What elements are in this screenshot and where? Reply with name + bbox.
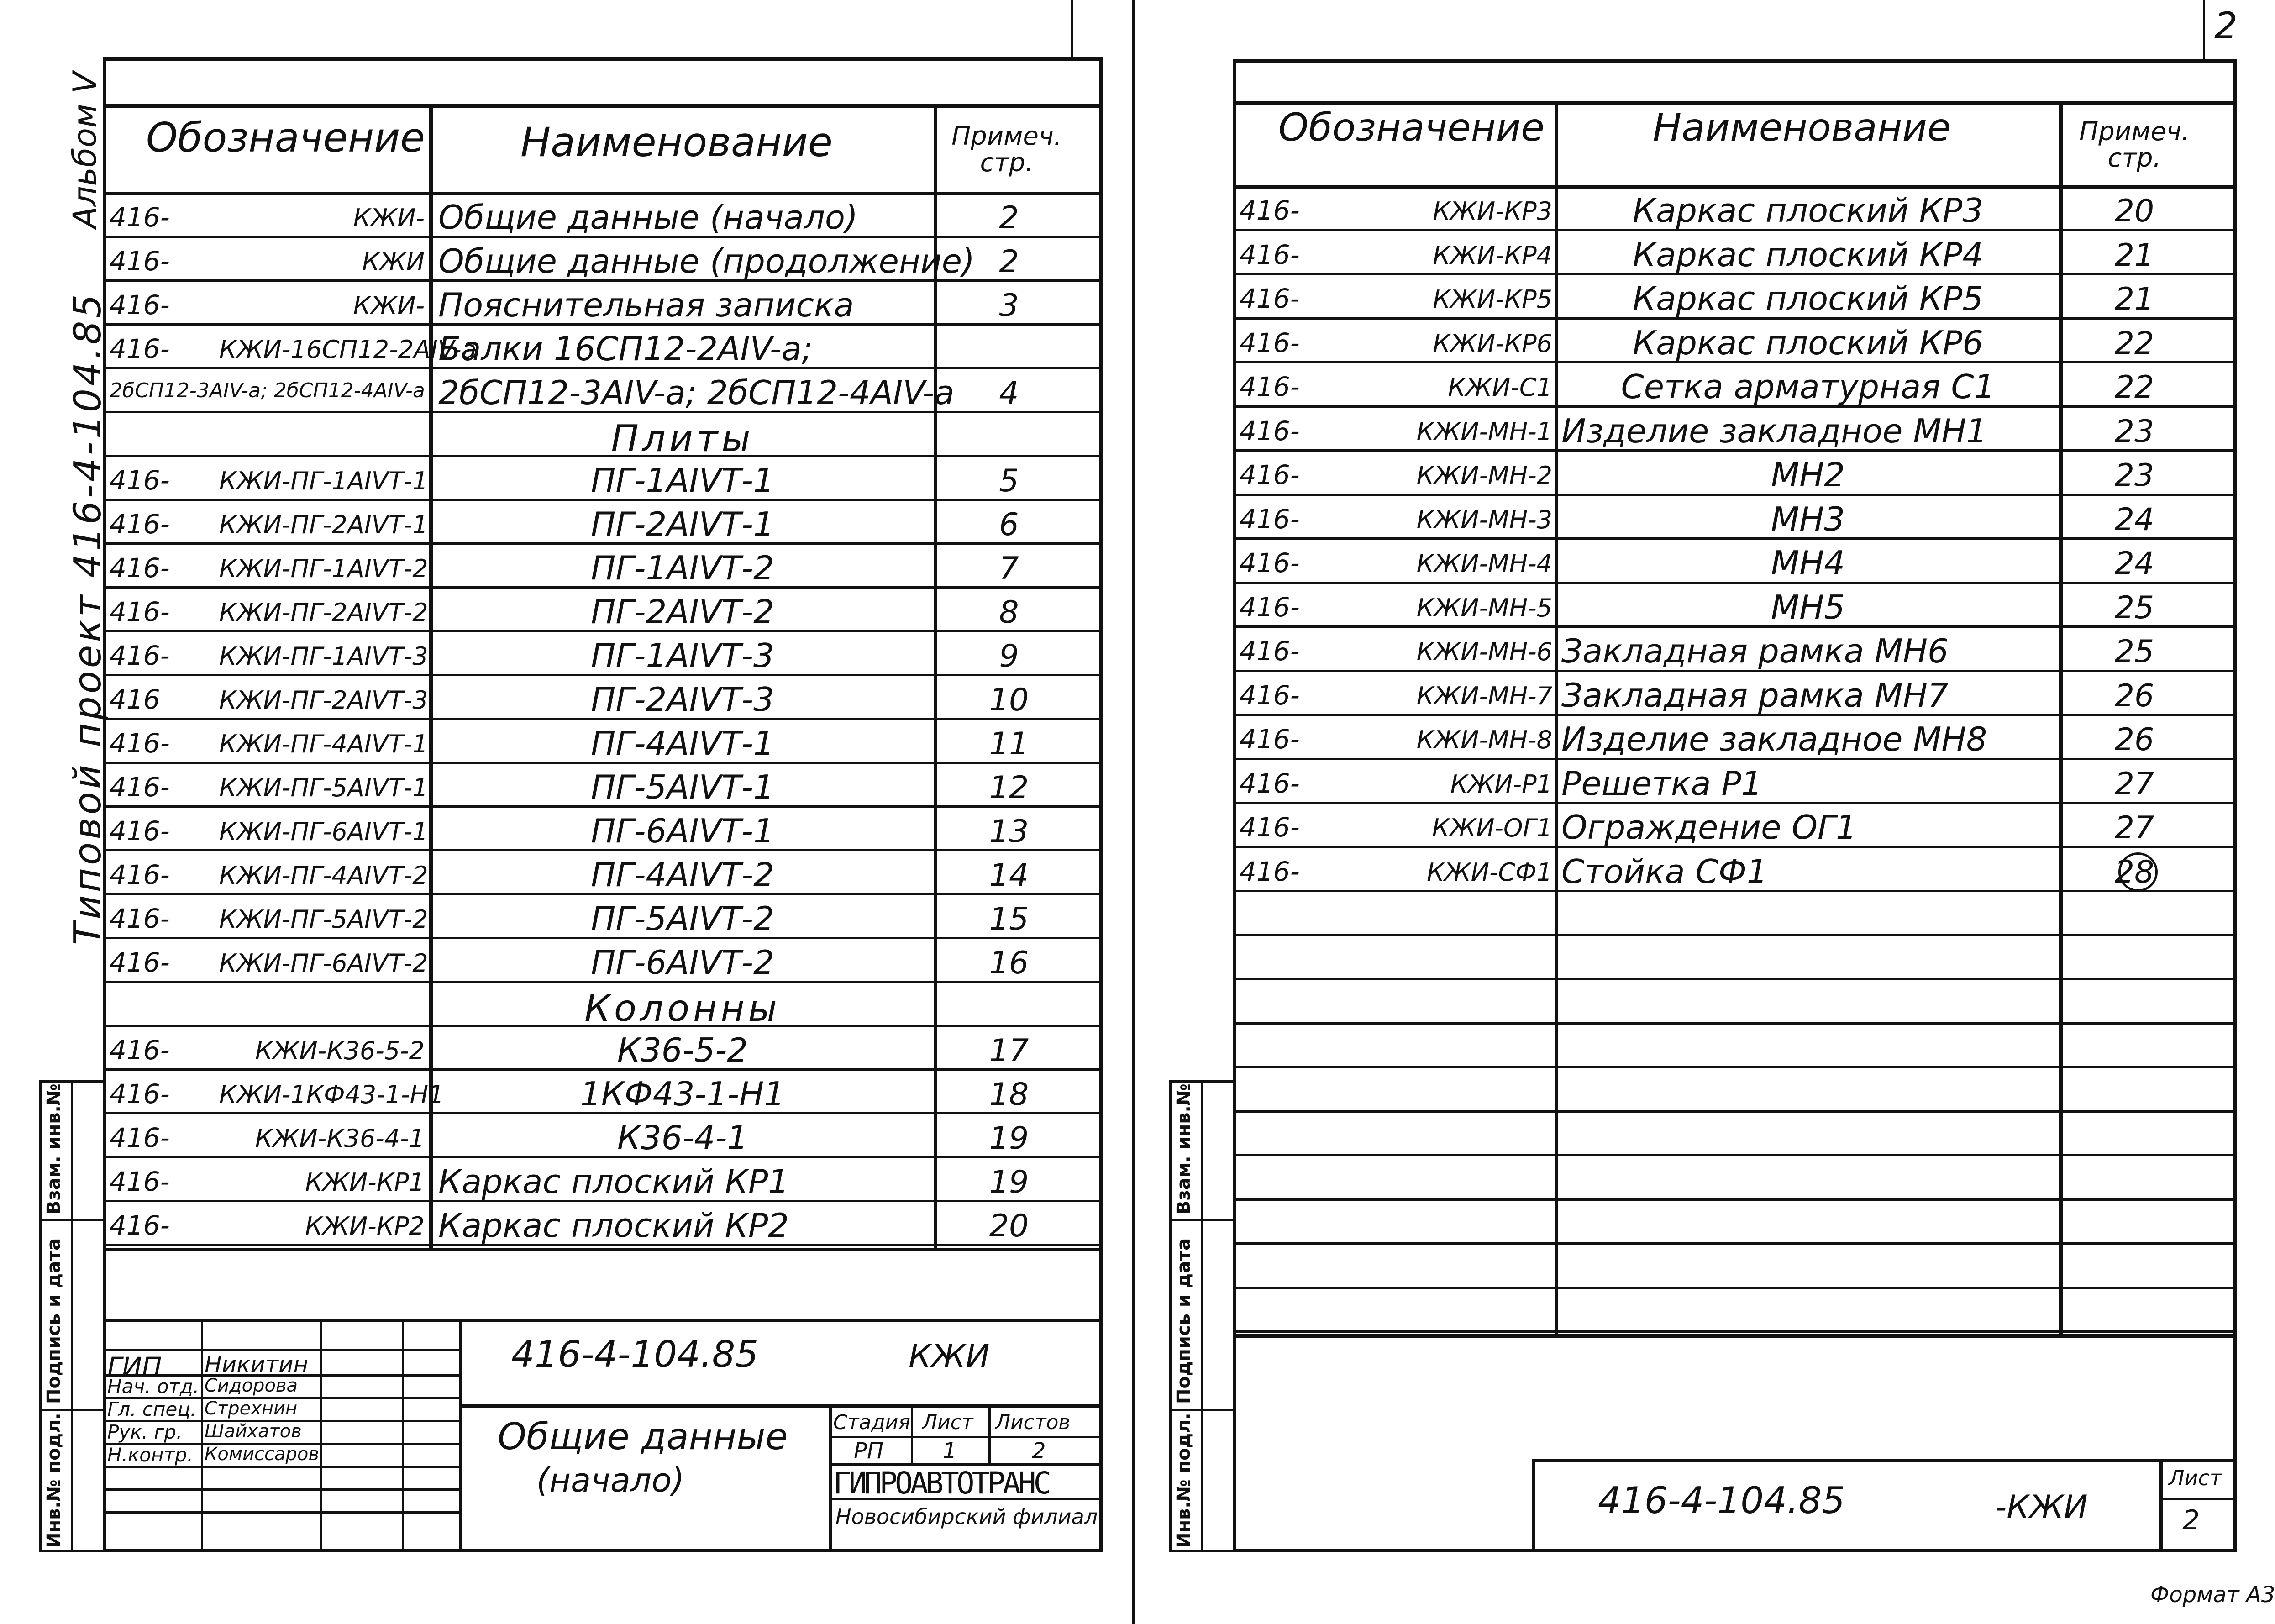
row-code: КЖИ-КР5 — [1433, 285, 1552, 314]
row-code: КЖИ-ПГ-4АIVТ-2 — [219, 861, 428, 890]
row-name: Решетка Р1 — [1561, 764, 1762, 803]
row-page: 19 — [989, 1164, 1029, 1200]
row-name: ПГ-4АIVТ-1 — [591, 724, 774, 762]
row-code: КЖИ- — [353, 291, 425, 320]
row-prefix: 416- — [1240, 680, 1300, 711]
row-name: 1КФ43-1-Н1 — [580, 1075, 785, 1113]
right-stamp-sheet: 2 — [2182, 1504, 2200, 1536]
row-code: КЖИ-К36-5-2 — [255, 1036, 425, 1065]
row-prefix: 416- — [1240, 547, 1300, 578]
header-name: Наименование — [520, 119, 833, 166]
row-name: ПГ-2АIVТ-3 — [591, 680, 774, 719]
row-prefix: 416- — [1240, 592, 1300, 623]
row-prefix: 416- — [1240, 768, 1300, 799]
stamp-role: Рук. гр. — [107, 1421, 183, 1443]
row-code: КЖИ-КР1 — [305, 1168, 425, 1197]
row-name: Каркас плоский КР6 — [1632, 324, 1984, 362]
row-code: КЖИ-ПГ-4АIVТ-1 — [219, 730, 428, 758]
row-code: КЖИ-МН-3 — [1416, 505, 1552, 534]
row-page: 14 — [989, 857, 1029, 893]
row-code: КЖИ-СФ1 — [1427, 858, 1552, 887]
right-side-stamp-inv: Инв.№ подл. — [1173, 1413, 1194, 1548]
right-side-stamp-replace: Взам. инв.№ — [1173, 1083, 1194, 1214]
row-code: КЖИ-ОГ1 — [1432, 814, 1552, 842]
row-page: 11 — [989, 726, 1029, 762]
row-code: КЖИ-ПГ-5АIVТ-2 — [219, 905, 428, 934]
row-name: ПГ-5АIVТ-2 — [591, 899, 774, 938]
row-page: 21 — [2114, 237, 2154, 273]
stamp-org: ГИПРОАВТОТРАНС — [833, 1466, 1049, 1501]
header-note: Примеч. стр. — [951, 121, 1062, 178]
row-name: Каркас плоский КР4 — [1632, 236, 1984, 274]
stamp-role: Н.контр. — [107, 1444, 193, 1466]
row-code: КЖИ-ПГ-2АIVТ-3 — [219, 686, 428, 715]
row-prefix: 416- — [1240, 283, 1300, 314]
right-stamp-code: 416-4-104.85 — [1598, 1479, 1845, 1522]
row-page: 22 — [2114, 326, 2154, 362]
row-line — [1233, 1198, 2237, 1201]
row-name: ПГ-6АIVТ-1 — [591, 812, 774, 850]
row-page: 22 — [2114, 369, 2154, 405]
row-code: КЖИ-ПГ-2АIVТ-1 — [219, 510, 428, 539]
row-code: КЖИ-С1 — [1448, 373, 1552, 402]
row-name: ПГ-1АIVТ-1 — [591, 461, 774, 499]
row-page: 25 — [2114, 590, 2154, 626]
row-prefix: 416- — [1240, 812, 1300, 843]
row-name: ПГ-2АIVТ-1 — [591, 505, 774, 543]
right-header-name: Наименование — [1653, 105, 1951, 150]
row-prefix: 416- — [1240, 636, 1300, 667]
row-code: КЖИ-ПГ-6АIVТ-2 — [219, 949, 428, 978]
row-name: Стойка СФ1 — [1561, 852, 1768, 891]
row-line — [1233, 978, 2237, 980]
side-stamp-inv: Инв.№ подл. — [43, 1413, 64, 1548]
row-prefix: 416- — [110, 1210, 170, 1241]
row-name: ПГ-5АIVТ-1 — [591, 768, 774, 806]
row-page: 24 — [2114, 502, 2154, 538]
row-prefix: 416- — [110, 289, 170, 321]
row-page: 2 — [999, 200, 1019, 236]
right-stamp-sheet-label: Лист — [2169, 1466, 2222, 1490]
row-code: КЖИ-ПГ-1АIVТ-3 — [219, 642, 428, 671]
row-prefix: 416- — [110, 728, 170, 759]
row-page: 15 — [989, 901, 1029, 937]
row-prefix: 416- — [110, 1078, 170, 1109]
row-code: КЖИ-ПГ-2АIVТ-2 — [219, 598, 428, 627]
row-name: МН3 — [1771, 500, 1845, 538]
stamp-role: Нач. отд. — [107, 1375, 200, 1398]
right-header-note: Примеч. стр. — [2079, 117, 2190, 173]
row-page: 27 — [2114, 810, 2154, 846]
row-prefix: 416- — [110, 333, 170, 364]
row-page: 5 — [999, 463, 1019, 499]
row-prefix: 416- — [110, 596, 170, 627]
row-line — [1233, 1330, 2237, 1333]
stamp-sheets-label: Листов — [995, 1411, 1071, 1434]
row-prefix: 416- — [1240, 371, 1300, 402]
row-code: КЖИ-МН-1 — [1416, 417, 1552, 446]
row-code: КЖИ-ПГ-1АIVТ-2 — [219, 554, 428, 583]
row-name: Балки 16СП12-2АIV-а; — [438, 330, 813, 368]
row-code: КЖИ- — [353, 204, 425, 232]
row-code: КЖИ — [362, 247, 425, 276]
row-code: КЖИ-КР2 — [305, 1212, 425, 1240]
row-name: Каркас плоский КР3 — [1632, 191, 1984, 230]
section-heading: Плиты — [611, 417, 754, 460]
row-prefix: 416- — [110, 509, 170, 540]
row-prefix: 416 — [110, 684, 160, 715]
circled-page-marker — [2118, 852, 2158, 892]
row-prefix: 416- — [110, 772, 170, 803]
row-name: МН4 — [1771, 544, 1845, 582]
row-name: Ограждение ОГ1 — [1561, 808, 1857, 846]
row-code: КЖИ-1КФ43-1-Н1 — [219, 1080, 444, 1109]
row-page: 8 — [999, 594, 1019, 631]
album-label: Альбом V — [66, 72, 104, 228]
row-prefix: 416- — [110, 1035, 170, 1066]
row-prefix: 416- — [1240, 459, 1300, 490]
stamp-title-line2: (начало) — [536, 1461, 685, 1499]
row-name: Изделие закладное МН1 — [1561, 412, 1987, 450]
row-prefix: 416- — [1240, 327, 1300, 358]
row-page: 23 — [2114, 414, 2154, 450]
row-page: 20 — [2114, 193, 2154, 229]
stamp-person: Шайхатов — [205, 1421, 302, 1442]
row-page: 27 — [2114, 766, 2154, 802]
row-page: 19 — [989, 1120, 1029, 1156]
row-prefix: 416- — [110, 1166, 170, 1197]
row-name: Каркас плоский КР2 — [438, 1206, 789, 1245]
page-number: 2 — [2214, 5, 2238, 47]
stamp-person: Комиссаров — [205, 1444, 319, 1465]
stamp-mark: КЖИ — [909, 1338, 990, 1375]
row-page: 12 — [989, 770, 1029, 806]
header-designation: Обозначение — [146, 114, 425, 161]
stamp-code: 416-4-104.85 — [511, 1333, 759, 1376]
stamp-role: ГИП — [107, 1351, 162, 1382]
row-name: ПГ-4АIVТ-2 — [591, 856, 774, 894]
row-line — [1233, 1287, 2237, 1289]
row-name: Изделие закладное МН8 — [1561, 720, 1987, 758]
right-side-stamp-sign: Подпись и дата — [1173, 1238, 1194, 1404]
row-prefix: 416- — [110, 246, 170, 277]
row-line — [1233, 1154, 2237, 1156]
row-name: Закладная рамка МН7 — [1561, 676, 1949, 715]
top-fold-line — [1071, 0, 1073, 57]
row-prefix: 416- — [110, 465, 170, 496]
row-name: К36-4-1 — [617, 1119, 748, 1157]
row-code: КЖИ-МН-4 — [1416, 549, 1552, 578]
stamp-role: Гл. спец. — [107, 1398, 197, 1420]
row-prefix: 416- — [110, 859, 170, 890]
row-line — [1233, 1066, 2237, 1068]
stamp-sheet: 1 — [943, 1438, 957, 1464]
row-name: МН5 — [1771, 588, 1845, 626]
row-page: 16 — [989, 945, 1029, 981]
row-prefix: 416- — [110, 947, 170, 978]
row-code: КЖИ-МН-7 — [1416, 682, 1552, 710]
row-code: КЖИ-КР3 — [1433, 197, 1552, 226]
row-prefix: 416- — [1240, 724, 1300, 755]
row-code: КЖИ-МН-2 — [1416, 461, 1552, 490]
row-page: 4 — [999, 375, 1019, 411]
row-page: 20 — [989, 1208, 1029, 1244]
row-page: 26 — [2114, 722, 2154, 758]
row-name: ПГ-6АIVТ-2 — [591, 943, 774, 982]
row-code: 2бСП12-3АIV-а; 2бСП12-4АIV-а — [110, 379, 425, 402]
row-page: 17 — [989, 1033, 1029, 1069]
row-name: Закладная рамка МН6 — [1561, 632, 1949, 670]
stamp-stage: РП — [854, 1438, 884, 1464]
side-stamp-sign: Подпись и дата — [43, 1238, 64, 1404]
row-code: КЖИ-ПГ-5АIVТ-1 — [219, 773, 428, 802]
row-page: 28 — [2114, 854, 2154, 890]
center-fold-line — [1132, 0, 1135, 1624]
row-page: 7 — [999, 551, 1019, 587]
row-page: 9 — [999, 638, 1019, 674]
stamp-sheets: 2 — [1032, 1438, 1046, 1464]
format-label: Формат А3 — [2150, 1582, 2275, 1608]
row-name: Общие данные (начало) — [438, 198, 858, 237]
row-line — [1233, 1110, 2237, 1113]
row-name: ПГ-1АIVТ-3 — [591, 636, 774, 675]
row-code: КЖИ-ПГ-6АIVТ-1 — [219, 817, 428, 846]
row-page: 25 — [2114, 634, 2154, 670]
right-header-designation: Обозначение — [1278, 105, 1545, 150]
row-code: КЖИ-16СП12-2АIV-а — [219, 335, 477, 364]
row-line — [1233, 1242, 2237, 1245]
row-name: МН2 — [1771, 456, 1845, 494]
row-page: 24 — [2114, 546, 2154, 582]
row-prefix: 416- — [1240, 504, 1300, 535]
row-line — [1233, 1022, 2237, 1025]
row-page: 3 — [999, 288, 1019, 324]
row-page: 6 — [999, 507, 1019, 543]
row-code: КЖИ-Р1 — [1450, 770, 1552, 799]
row-prefix: 416- — [110, 815, 170, 846]
row-page: 2 — [999, 244, 1019, 280]
stamp-sheet-label: Лист — [922, 1411, 973, 1434]
stamp-person: Стрехнин — [205, 1398, 298, 1419]
right-stamp-mark: -КЖИ — [1995, 1488, 2088, 1526]
row-code: КЖИ-КР4 — [1433, 241, 1552, 270]
row-page: 18 — [989, 1077, 1029, 1113]
stamp-person: Никитин — [205, 1351, 309, 1378]
row-page: 23 — [2114, 457, 2154, 494]
stamp-person: Сидорова — [205, 1375, 298, 1396]
row-code: КЖИ-КР6 — [1433, 329, 1552, 358]
section-heading: Колонны — [584, 987, 781, 1030]
row-prefix: 416- — [110, 903, 170, 934]
row-prefix: 416- — [1240, 195, 1300, 226]
row-page: 21 — [2114, 281, 2154, 317]
row-name: К36-5-2 — [617, 1031, 748, 1069]
row-name: Общие данные (продолжение) — [438, 242, 975, 280]
row-prefix: 416- — [110, 1122, 170, 1153]
row-page: 26 — [2114, 678, 2154, 714]
side-stamp-replace: Взам. инв.№ — [43, 1083, 64, 1214]
row-line — [1233, 934, 2237, 936]
stamp-branch: Новосибирский филиал — [835, 1504, 1098, 1529]
row-code: КЖИ-К36-4-1 — [255, 1124, 425, 1153]
stamp-title-line1: Общие данные — [498, 1415, 788, 1458]
row-name: Сетка арматурная С1 — [1621, 368, 1995, 406]
project-label: Типовой проект 416-4-104.85 — [66, 291, 110, 945]
row-page: 13 — [989, 814, 1029, 850]
row-prefix: 416- — [110, 552, 170, 583]
row-code: КЖИ-ПГ-1АIVТ-1 — [219, 467, 428, 495]
row-name: Пояснительная записка — [438, 286, 854, 324]
row-name: Каркас плоский КР1 — [438, 1162, 789, 1201]
row-prefix: 416- — [110, 202, 170, 233]
stamp-stage-label: Стадия — [833, 1411, 910, 1434]
row-name: Каркас плоский КР5 — [1632, 279, 1984, 318]
row-code: КЖИ-МН-5 — [1416, 594, 1552, 622]
row-name: ПГ-1АIVТ-2 — [591, 549, 774, 587]
row-prefix: 416- — [110, 640, 170, 671]
row-prefix: 416- — [1240, 239, 1300, 270]
row-prefix: 416- — [1240, 415, 1300, 447]
row-name: 2бСП12-3АIV-а; 2бСП12-4АIV-а — [438, 373, 955, 412]
row-prefix: 416- — [1240, 856, 1300, 887]
row-name: ПГ-2АIVТ-2 — [591, 593, 774, 631]
row-page: 10 — [989, 682, 1029, 718]
row-code: КЖИ-МН-8 — [1416, 725, 1552, 754]
row-code: КЖИ-МН-6 — [1416, 637, 1552, 666]
